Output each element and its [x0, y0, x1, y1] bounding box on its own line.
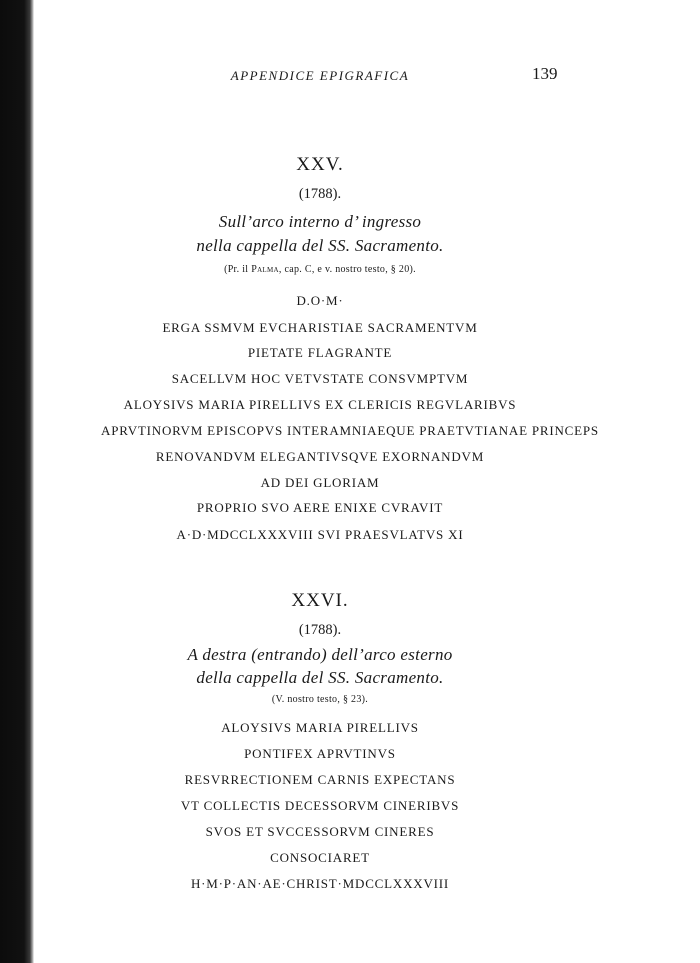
inscription-line: APRVTINORVM EPISCOPVS INTERAMNIAEQUE PRAETVTIANAE PRINCEPS [101, 423, 599, 438]
location-line: Sull’arco interno d’ ingresso [218, 212, 422, 231]
location-line: nella cappella del SS. Sacramento. [196, 236, 444, 255]
inscription-line: AD DEI GLORIAM [260, 475, 380, 490]
location-line: della cappella del SS. Sacramento. [196, 668, 444, 687]
inscription-line: PIETATE FLAGRANTE [247, 345, 393, 360]
inscription-line: SACELLVM HOC VETVSTATE CONSVMPTVM [171, 371, 469, 386]
section-number: XXV. [296, 154, 344, 175]
section-number: XXVI. [291, 590, 349, 611]
source-reference: (Pr. il Palma, cap. C, e v. nostro testo, § 20). [224, 264, 416, 275]
page-number: 139 [532, 64, 558, 83]
inscription-line: ALOYSIVS MARIA PIRELLIVS [221, 720, 419, 735]
section-date: (1788). [298, 622, 342, 638]
inscription-line: H·M·P·AN·AE·CHRIST·MDCCLXXXVIII [190, 876, 450, 891]
inscription-line: A·D·MDCCLXXXVIII SVI PRAESVLATVS XI [176, 527, 464, 542]
inscription-line: RESVRRECTIONEM CARNIS EXPECTANS [184, 772, 456, 787]
inscription-line: ALOYSIVS MARIA PIRELLIVS EX CLERICIS REGVLARIBVS [123, 397, 517, 412]
section-date: (1788). [298, 186, 342, 202]
inscription-line: SVOS ET SVCCESSORVM CINERES [205, 824, 435, 839]
inscription-line: D.O·M· [296, 293, 344, 308]
inscription-line: VT COLLECTIS DECESSORVM CINERIBVS [180, 798, 460, 813]
inscription-line: PROPRIO SVO AERE ENIXE CVRAVIT [196, 500, 444, 515]
inscription-line: RENOVANDVM ELEGANTIVSQVE EXORNANDVM [155, 449, 485, 464]
inscription-line: CONSOCIARET [270, 850, 370, 865]
location-line: A destra (entrando) dell’arco esterno [187, 645, 453, 664]
inscription-line: PONTIFEX APRVTINVS [244, 746, 396, 761]
inscription-line: ERGA SSMVM EVCHARISTIAE SACRAMENTVM [162, 320, 478, 335]
source-reference: (V. nostro testo, § 23). [271, 694, 369, 705]
running-header: APPENDICE EPIGRAFICA [230, 68, 410, 83]
